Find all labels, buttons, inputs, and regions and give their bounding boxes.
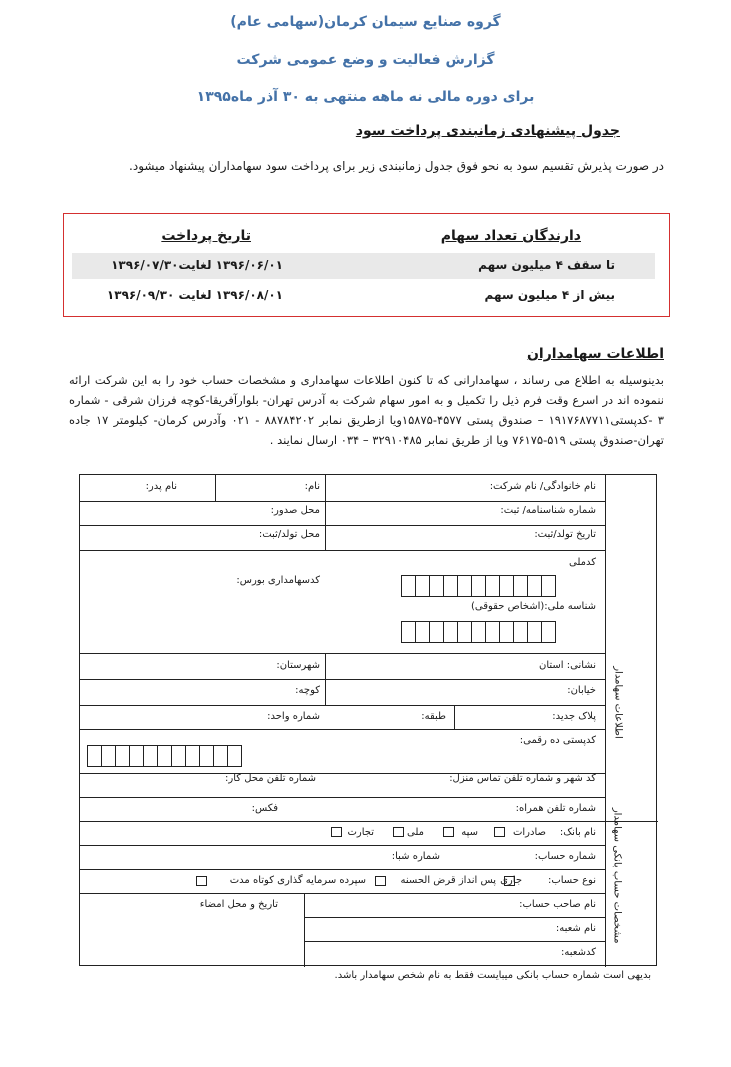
unit-number-field[interactable]: شماره واحد: [267,711,320,722]
id-number-field[interactable]: شماره شناسنامه/ ثبت: [500,505,596,516]
schedule-row-holders: بیش از ۴ میلیون سهم [484,288,615,302]
account-number-field[interactable]: شماره حساب: [534,851,596,862]
qarz-checkbox[interactable] [375,876,386,886]
bank-info-side-label: مشخصات حساب بانکی سهامدار [611,807,623,944]
postal-code-input[interactable] [88,745,242,767]
father-name-field[interactable]: نام پدر: [145,481,177,492]
name-field[interactable]: نام: [304,481,320,492]
birth-date-field[interactable]: تاریخ تولد/ثبت: [534,529,596,540]
national-id-label: شناسه ملی:(اشخاص حقوقی) [471,601,596,612]
birth-place-field[interactable]: محل تولد/ثبت: [258,529,320,540]
saderat-checkbox[interactable] [494,827,505,837]
branch-code-field[interactable]: کدشعبه: [561,947,596,958]
city-field[interactable]: شهرستان: [276,660,320,671]
branch-name-field[interactable]: نام شعبه: [555,923,596,934]
shareholder-info-side-label: اطلاعات سهامدار [612,666,624,739]
issue-place-field[interactable]: محل صدور: [270,505,320,516]
postal-code-label: کدپستی ده رقمی: [519,735,596,746]
alley-field[interactable]: کوچه: [295,685,320,696]
street-field[interactable]: خیابان: [567,685,596,696]
home-phone-field[interactable]: کد شهر و شماره تلفن تماس منزل: [449,773,596,784]
sepah-label: سپه [461,827,478,838]
holders-column-header: دارندگان تعداد سهام [440,228,581,244]
lastname-field[interactable]: نام خانوادگی/ نام شرکت: [489,481,596,492]
footnote: بدیهی است شماره حساب بانکی میبایست فقط به نام شخص سهامدار باشد. [334,970,651,981]
dividend-schedule-title: جدول پیشنهادی زمانبندی پرداخت سود [355,123,620,139]
saderat-label: صادرات [512,827,546,838]
fax-field[interactable]: فکس: [251,803,278,814]
short-term-label: سپرده سرمایه گذاری کوتاه مدت [229,875,366,886]
schedule-row-holders: تا سقف ۴ میلیون سهم [478,258,615,272]
short-term-checkbox[interactable] [196,876,207,886]
jari-checkbox[interactable] [504,876,515,886]
company-title: گروه صنایع سیمان کرمان(سهامی عام) [230,14,501,30]
shareholder-form [79,474,657,966]
province-field[interactable]: نشانی: استان [539,660,596,671]
report-title: گزارش فعالیت و وضع عمومی شرکت [236,52,495,68]
melli-checkbox[interactable] [393,827,404,837]
bank-name-label: نام بانک: [559,827,596,838]
tejarat-label: تجارت [347,827,374,838]
sheba-field[interactable]: شماره شبا: [391,851,440,862]
signature-field[interactable]: تاریخ و محل امضاء [199,899,278,910]
dividend-schedule-table [63,213,670,317]
account-owner-field[interactable]: نام صاحب حساب: [519,899,596,910]
floor-field[interactable]: طبقه: [421,711,446,722]
plaque-field[interactable]: پلاک جدید: [552,711,596,722]
bourse-code-field[interactable]: کدسهامداری بورس: [236,575,320,586]
national-id-input[interactable] [402,621,556,643]
work-phone-field[interactable]: شماره تلفن محل کار: [225,773,316,784]
date-column-header: تاریخ پرداخت [161,228,251,244]
schedule-row [72,253,655,279]
mobile-field[interactable]: شماره تلفن همراه: [515,803,596,814]
melli-label: ملی [406,827,424,838]
national-code-label: کدملی [568,557,596,568]
qarz-label: پس انداز قرض الحسنه [400,875,496,886]
schedule-row [72,283,655,309]
national-code-input[interactable] [402,575,556,597]
shareholder-info-title: اطلاعات سهامداران [526,346,664,362]
schedule-row-date: ۱۳۹۶/۰۶/۰۱ لغایت۱۳۹۶/۰۷/۳۰ [111,258,283,272]
shareholder-info-paragraph: بدینوسیله به اطلاع می رساند ، سهامدارانی که تا کنون اطلاعات سهامداری و مشخصات حساب خود را به این شرکت ارائه ننموده اند در اسرع وقت فرم ذیل را تکمیل و به امور سهام شرکت به آدرس تهران- بلوارآفریقا-کوچه فرزان شرقی - شماره ۳ -کدپستی۱۹۱۷۶۸۷۷۱۱ – صندوق پستی ۴۵۷۷-۱۵۸۷۵ویا ازطریق نمابر ۸۸۷۸۴۲۰۲ - ۰۲۱ وآدرس کرمان- کیلومتر ۱۷ جاده تهران-صندوق پستی ۵۱۹-۷۶۱۷۵ ویا از طریق نمابر ۳۲۹۱۰۴۸۵ – ۰۳۴ ارسال نمایند . [69,373,664,447]
tejarat-checkbox[interactable] [331,827,342,837]
period-title: برای دوره مالی نه ماهه منتهی به ۳۰ آذر ماه۱۳۹۵ [196,89,535,105]
jari-label: جاری [500,875,522,886]
dividend-paragraph: در صورت پذیرش تقسیم سود به نحو فوق جدول زمانبندی زیر برای پرداخت سود سهامداران پیشنهاد میشود. [129,159,664,173]
account-type-label: نوع حساب: [547,875,596,886]
schedule-row-date: ۱۳۹۶/۰۸/۰۱ لغایت ۱۳۹۶/۰۹/۳۰ [106,288,283,302]
sepah-checkbox[interactable] [443,827,454,837]
